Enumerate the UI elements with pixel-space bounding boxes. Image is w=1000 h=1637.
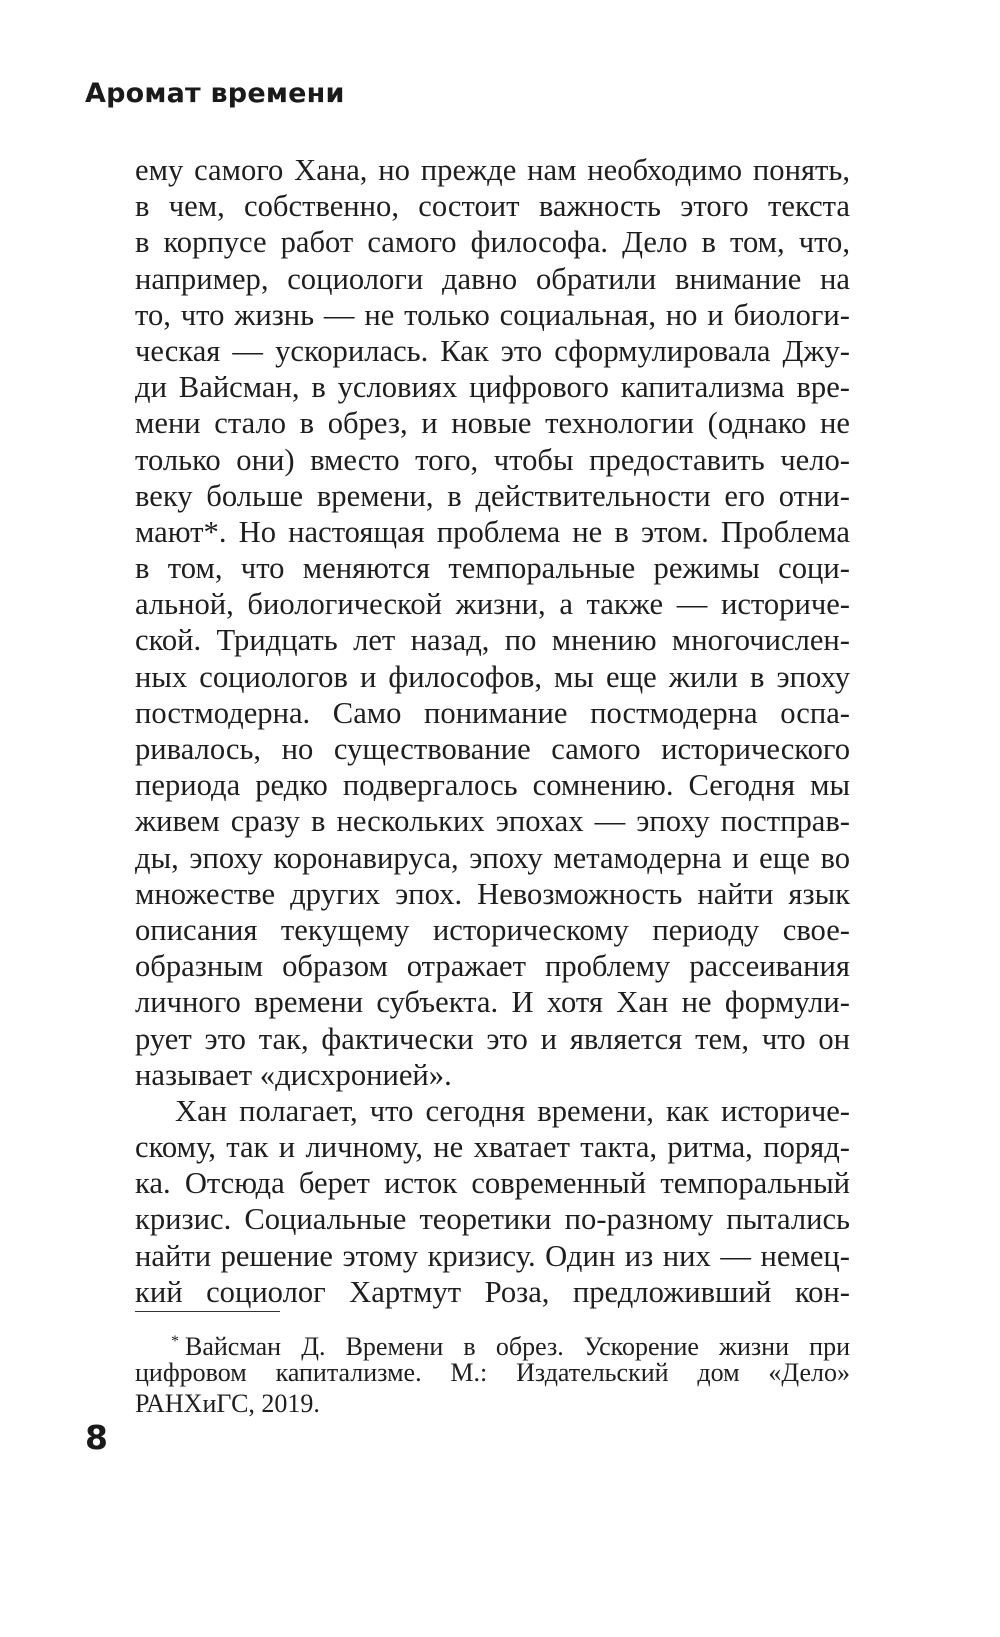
footnote-line [135, 1326, 850, 1361]
body-text [135, 152, 850, 1310]
text-line: ды, эпоху коронавируса, эпоху метамодерна и еще во [135, 840, 850, 875]
text-line: ных социологов и философов, мы еще жили в эпоху [135, 659, 850, 694]
text-line: найти решение этому кризису. Один из них — немец- [135, 1238, 850, 1273]
footnote-marker: * [171, 1333, 179, 1350]
text-line: ему самого Хана, но прежде нам необходимо понять, [135, 153, 850, 187]
paragraph-end-line: называет «дисхронией». [135, 1057, 452, 1092]
text-line: скому, так и личному, не хватает такта, ритма, поряд- [135, 1130, 850, 1165]
text-line: живем сразу в нескольких эпохах — эпоху постправ- [135, 804, 850, 839]
text-line: описания текущему историческому периоду свое- [135, 912, 850, 947]
text-line: периода редко подвергалось сомнению. Сегодня мы [135, 768, 850, 803]
text-line: ривалось, но существование самого исторического [135, 732, 850, 766]
footnote-line: цифровом капитализме. М.: Издательский дом «Дело» [135, 1358, 850, 1387]
footnote-text: Вайсман Д. Времени в обрез. Ускорение жизни при [185, 1332, 850, 1361]
text-line: образным образом отражает проблему рассеивания [135, 949, 850, 984]
text-line: множестве других эпох. Невозможность найти язык [135, 876, 850, 911]
text-line: кий социолог Хартмут Роза, предложивший кон- [135, 1274, 850, 1309]
text-line: ской. Тридцать лет назад, по мнению многочислен- [135, 623, 850, 658]
text-line: постмодерна. Само понимание постмодерна оспа- [135, 695, 850, 730]
text-line: веку больше времени, в действительности его отни- [135, 478, 850, 513]
text-line: например, социологи давно обратили внимание на [135, 261, 850, 296]
footnote-line: РАНХиГС, 2019. [135, 1389, 320, 1418]
text-line: личного времени субъекта. И хотя Хан не формули- [135, 985, 850, 1020]
text-line: только они) вместо того, чтобы предоставить чело- [135, 442, 850, 477]
text-line: ди Вайсман, в условиях цифрового капитализма вре- [135, 370, 850, 405]
text-line: альной, биологической жизни, а также — историче- [135, 587, 850, 622]
text-line: в том, что меняются темпоральные режимы соци- [135, 551, 850, 586]
footnote [135, 1326, 850, 1419]
text-line: рует это так, фактически это и является тем, что он [135, 1021, 850, 1056]
text-line: ческая — ускорилась. Как это сформулировала Джу- [135, 333, 850, 368]
text-line: то, что жизнь — не только социальная, но и биологи- [135, 297, 850, 332]
footnote-divider [135, 1311, 280, 1312]
text-line: мени стало в обрез, и новые технологии (однако не [135, 406, 850, 441]
text-line: кризис. Социальные теоретики по-разному пытались [135, 1202, 850, 1237]
page-number: 8 [85, 1418, 108, 1457]
running-title: Аромат времени [85, 78, 345, 109]
text-line: ка. Отсюда берет исток современный темпоральный [135, 1166, 850, 1201]
text-line: мают*. Но настоящая проблема не в этом. Проблема [135, 514, 850, 549]
paragraph-start-line: Хан полагает, что сегодня времени, как историче- [175, 1093, 850, 1128]
text-line: в чем, собственно, состоит важность этого текста [135, 189, 850, 224]
text-line: в корпусе работ самого философа. Дело в том, что, [135, 225, 850, 260]
